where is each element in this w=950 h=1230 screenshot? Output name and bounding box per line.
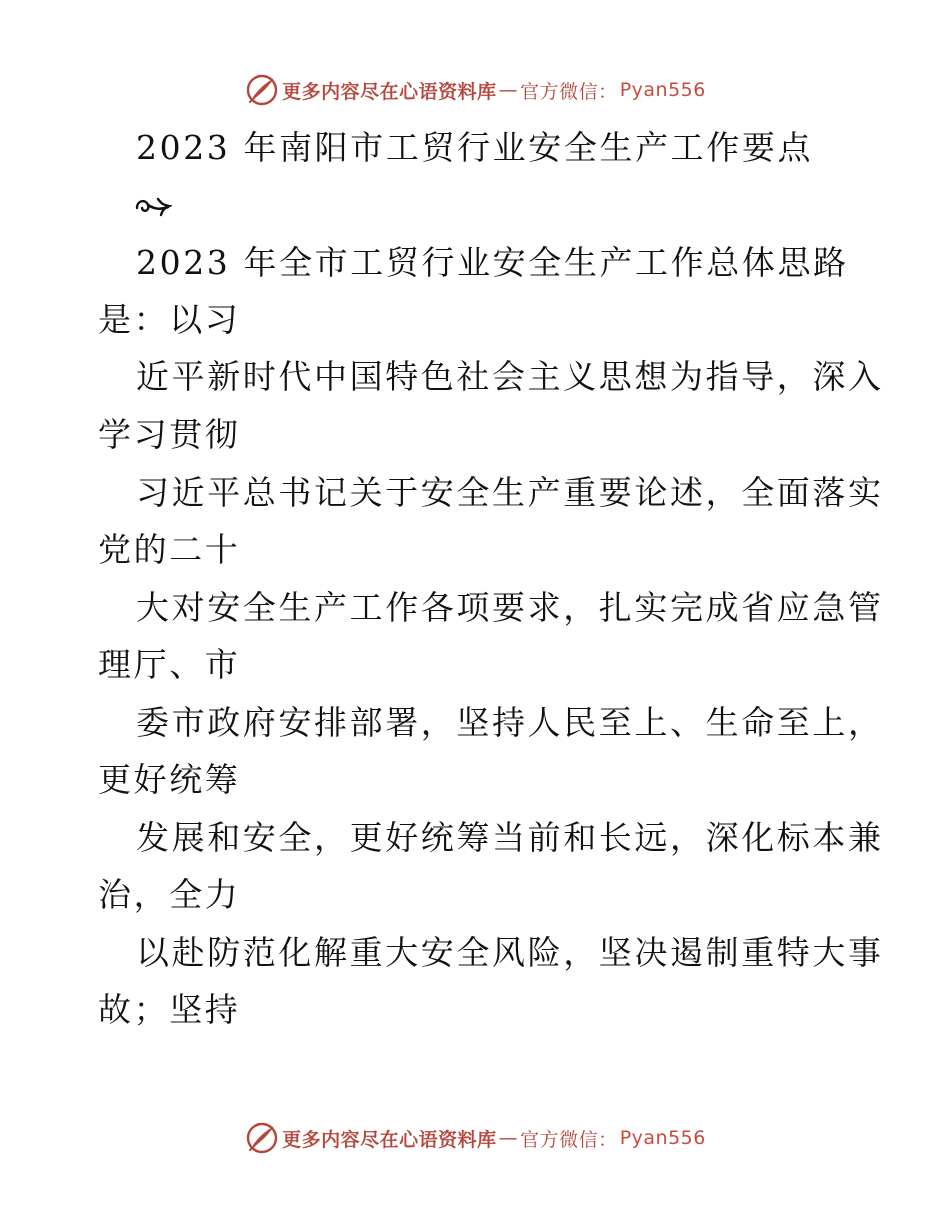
paragraph-line: 委市政府安排部署，坚持人民至上、生命至上， <box>136 703 884 742</box>
banner-account: Pyan556 <box>619 1127 706 1149</box>
footer-banner <box>0 1118 950 1158</box>
paragraph-line: 习近平总书记关于安全生产重要论述，全面落实 <box>136 473 884 512</box>
quill-logo-icon <box>244 72 280 108</box>
paragraph-line: 更好统筹 <box>98 760 241 799</box>
banner-account: Pyan556 <box>619 79 706 101</box>
banner-site-name: 更多内容尽在心语资料库 <box>282 1128 497 1151</box>
banner-wechat-label: 官方微信： <box>520 80 618 103</box>
quill-logo-icon <box>244 1120 280 1156</box>
paragraph-line: 发展和安全，更好统筹当前和长远，深化标本兼 <box>136 818 884 857</box>
paragraph-line: 学习贯彻 <box>98 415 241 454</box>
paragraph-line: 治，全力 <box>98 875 241 914</box>
header-banner <box>0 70 950 110</box>
document-title: 2023 年南阳市工贸行业安全生产工作要点 <box>136 128 814 167</box>
banner-wechat-label: 官方微信： <box>520 1128 618 1151</box>
decorative-scroll-icon <box>134 194 172 220</box>
paragraph-line: 以赴防范化解重大安全风险，坚决遏制重特大事 <box>136 933 884 972</box>
paragraph-line: 是：以习 <box>98 300 241 339</box>
paragraph-line: 故；坚持 <box>98 990 241 1029</box>
paragraph-line: 2023 年全市工贸行业安全生产工作总体思路 <box>136 243 849 282</box>
paragraph-line: 理厅、市 <box>98 645 241 684</box>
banner-site-name: 更多内容尽在心语资料库 <box>282 80 497 103</box>
paragraph-line: 党的二十 <box>98 530 241 569</box>
banner-dash: — <box>498 1127 519 1149</box>
paragraph-line: 大对安全生产工作各项要求，扎实完成省应急管 <box>136 588 884 627</box>
banner-dash: — <box>498 79 519 101</box>
paragraph-line: 近平新时代中国特色社会主义思想为指导，深入 <box>136 357 884 396</box>
